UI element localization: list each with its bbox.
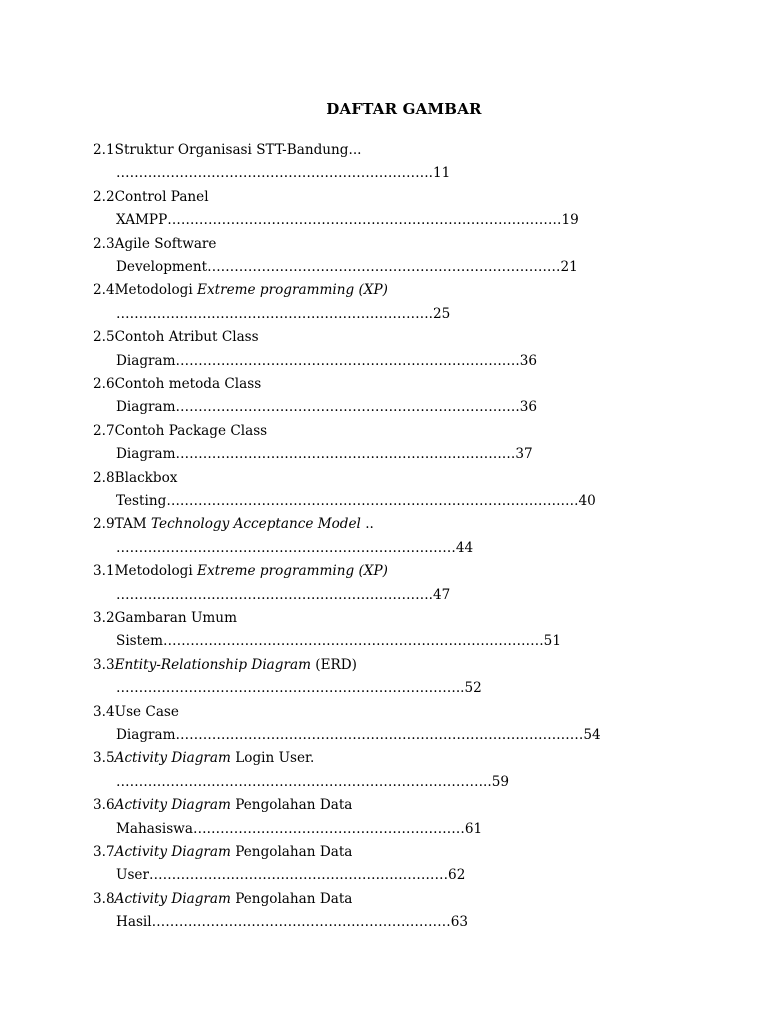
entry-line-2 xyxy=(93,819,693,842)
entry-title: TAM xyxy=(114,516,152,533)
entry-title-tail: .. xyxy=(360,516,374,533)
entry-line-1 xyxy=(93,748,693,771)
entry-title-cont: Mahasiswa xyxy=(116,820,193,837)
entry-leader: ………………………………………………………… xyxy=(148,867,449,884)
list-item xyxy=(93,234,693,281)
entry-number: 2.9 xyxy=(93,516,115,533)
entry-title-cont: Diagram xyxy=(116,726,176,743)
entry-line-2 xyxy=(93,163,693,186)
entry-title: Control Panel xyxy=(114,188,209,205)
entry-number: 2.8 xyxy=(93,469,115,486)
entry-line-2 xyxy=(93,210,693,233)
entry-line-2 xyxy=(93,772,693,795)
entry-title-tail: Login User. xyxy=(230,750,315,767)
list-item xyxy=(93,187,693,234)
entry-line-1 xyxy=(93,655,693,678)
entry-line-1 xyxy=(93,374,693,397)
list-item xyxy=(93,374,693,421)
entry-page: 61 xyxy=(464,820,483,837)
entry-page: 51 xyxy=(543,633,561,650)
entry-title: Agile Software xyxy=(114,235,217,252)
list-item xyxy=(93,514,693,561)
figure-list xyxy=(93,140,693,936)
entry-number: 2.7 xyxy=(93,422,115,439)
entry-leader: ……………………………………………………………. xyxy=(116,305,433,322)
entry-line-2 xyxy=(93,912,693,935)
entry-title-cont: XAMPP xyxy=(116,212,168,229)
entry-line-2 xyxy=(93,725,693,748)
list-item xyxy=(93,468,693,515)
entry-page: 52 xyxy=(464,680,482,697)
list-item xyxy=(93,280,693,327)
entry-line-1 xyxy=(93,468,693,491)
entry-leader: …………………………………………………………………… xyxy=(207,258,561,275)
entry-page: 21 xyxy=(560,258,578,275)
entry-title-cont: User xyxy=(116,867,149,884)
entry-line-2 xyxy=(93,257,693,280)
entry-line-2 xyxy=(93,491,693,514)
entry-leader: ………………………………………………………………….. xyxy=(116,680,465,697)
entry-title-cont: Testing xyxy=(116,492,167,509)
entry-leader: ………………………………………………………………… xyxy=(175,446,516,463)
entry-line-2 xyxy=(93,678,693,701)
entry-page: 40 xyxy=(578,492,596,509)
entry-line-1 xyxy=(93,327,693,350)
list-item xyxy=(93,421,693,468)
entry-leader: …………………………………………………………………………… xyxy=(167,212,562,229)
entry-line-1 xyxy=(93,514,693,537)
entry-line-2 xyxy=(93,865,693,888)
entry-title-italic: Entity-Relationship Diagram xyxy=(114,656,311,673)
entry-leader: ……………………………………………………………. xyxy=(116,586,433,603)
entry-page: 47 xyxy=(432,586,451,603)
entry-number: 3.4 xyxy=(93,703,115,720)
list-item xyxy=(93,748,693,795)
entry-line-1 xyxy=(93,561,693,584)
entry-title: Use Case xyxy=(114,703,179,720)
entry-number: 2.1 xyxy=(93,142,115,158)
entry-leader: ………………………………………………………………… xyxy=(116,539,456,556)
entry-title: Gambaran Umum xyxy=(114,609,237,626)
entry-number: 3.2 xyxy=(93,609,115,626)
entry-page: 59 xyxy=(491,773,509,790)
entry-line-1 xyxy=(93,421,693,444)
list-item xyxy=(93,702,693,749)
entry-title: Blackbox xyxy=(114,469,178,486)
entry-number: 2.6 xyxy=(93,375,115,392)
entry-leader: ……………………………………………………………. xyxy=(116,165,433,182)
entry-title-italic: Activity Diagram xyxy=(114,797,231,814)
entry-title-tail: Pengolahan Data xyxy=(230,890,353,907)
entry-title-italic: Activity Diagram xyxy=(114,890,231,907)
entry-title-cont: Sistem xyxy=(116,633,164,650)
entry-number: 2.4 xyxy=(93,282,115,299)
entry-leader: ………………………………………………………………………………. xyxy=(166,492,579,509)
list-item xyxy=(93,655,693,702)
entry-number: 3.1 xyxy=(93,563,115,580)
entry-number: 3.6 xyxy=(93,797,115,814)
entry-number: 2.2 xyxy=(93,188,115,205)
entry-title: Contoh metoda Class xyxy=(114,375,262,392)
entry-number: 3.3 xyxy=(93,656,115,673)
list-item xyxy=(93,842,693,889)
list-item xyxy=(93,889,693,936)
entry-leader: …………………………………………………………………. xyxy=(175,352,520,369)
entry-line-1 xyxy=(93,280,693,303)
list-item xyxy=(93,561,693,608)
entry-title: Metodologi xyxy=(114,282,198,299)
entry-title: Contoh Package Class xyxy=(114,422,268,439)
list-item xyxy=(93,327,693,374)
entry-page: 62 xyxy=(448,867,466,884)
entry-page: 44 xyxy=(455,539,474,556)
entry-number: 3.8 xyxy=(93,890,115,907)
entry-line-2 xyxy=(93,304,693,327)
entry-page: 54 xyxy=(583,726,601,743)
list-item xyxy=(93,140,693,187)
entry-title-cont: Diagram xyxy=(116,399,176,416)
entry-page: 63 xyxy=(450,914,469,931)
entry-title-cont: Development xyxy=(116,258,208,275)
entry-line-1 xyxy=(93,889,693,912)
entry-number: 3.5 xyxy=(93,750,115,767)
list-item xyxy=(93,608,693,655)
entry-line-1 xyxy=(93,187,693,210)
entry-line-2 xyxy=(93,538,693,561)
entry-page: 36 xyxy=(519,399,538,416)
entry-leader: …………………………………………………………………. xyxy=(175,399,520,416)
entry-leader: …………………………………………………… xyxy=(192,820,465,837)
entry-title-italic: Technology Acceptance Model xyxy=(151,516,361,533)
entry-title-cont: Diagram xyxy=(116,446,176,463)
entry-title: Struktur Organisasi STT-Bandung... xyxy=(114,142,362,158)
entry-title-cont: Diagram xyxy=(116,352,176,369)
entry-title-italic: Extreme programming (XP) xyxy=(197,282,388,299)
entry-title-italic: Activity Diagram xyxy=(114,843,231,860)
page-title: DAFTAR GAMBAR xyxy=(326,100,482,118)
entry-page: 36 xyxy=(519,352,538,369)
entry-title: Contoh Atribut Class xyxy=(114,329,259,346)
entry-line-1 xyxy=(93,234,693,257)
list-item xyxy=(93,795,693,842)
entry-title-italic: Extreme programming (XP) xyxy=(197,563,388,580)
entry-line-1 xyxy=(93,795,693,818)
entry-page: 25 xyxy=(432,305,451,322)
entry-number: 2.5 xyxy=(93,329,115,346)
entry-leader: ………………………………………………………………………… xyxy=(163,633,544,650)
entry-page: 19 xyxy=(561,212,579,229)
entry-title-tail: Pengolahan Data xyxy=(230,797,353,814)
entry-number: 2.3 xyxy=(93,235,115,252)
entry-title-italic: Activity Diagram xyxy=(114,750,231,767)
entry-line-1 xyxy=(93,140,693,163)
entry-line-2 xyxy=(93,397,693,420)
entry-line-1 xyxy=(93,842,693,865)
entry-leader: ……………………………………………………………………….. xyxy=(116,773,492,790)
entry-page: 11 xyxy=(432,165,451,182)
entry-leader: ……………………………………………………………………………… xyxy=(175,726,584,743)
entry-line-2 xyxy=(93,351,693,374)
entry-line-2 xyxy=(93,585,693,608)
entry-line-2 xyxy=(93,444,693,467)
entry-number: 3.7 xyxy=(93,843,115,860)
entry-title-tail: (ERD) xyxy=(310,656,357,673)
entry-title-cont: Hasil xyxy=(116,914,152,931)
entry-page: 37 xyxy=(515,446,533,463)
entry-title: Metodologi xyxy=(114,563,198,580)
entry-line-1 xyxy=(93,702,693,725)
entry-leader: ………………………………………………………… xyxy=(151,914,451,931)
entry-title-tail: Pengolahan Data xyxy=(230,843,353,860)
entry-line-1 xyxy=(93,608,693,631)
entry-line-2 xyxy=(93,631,693,654)
